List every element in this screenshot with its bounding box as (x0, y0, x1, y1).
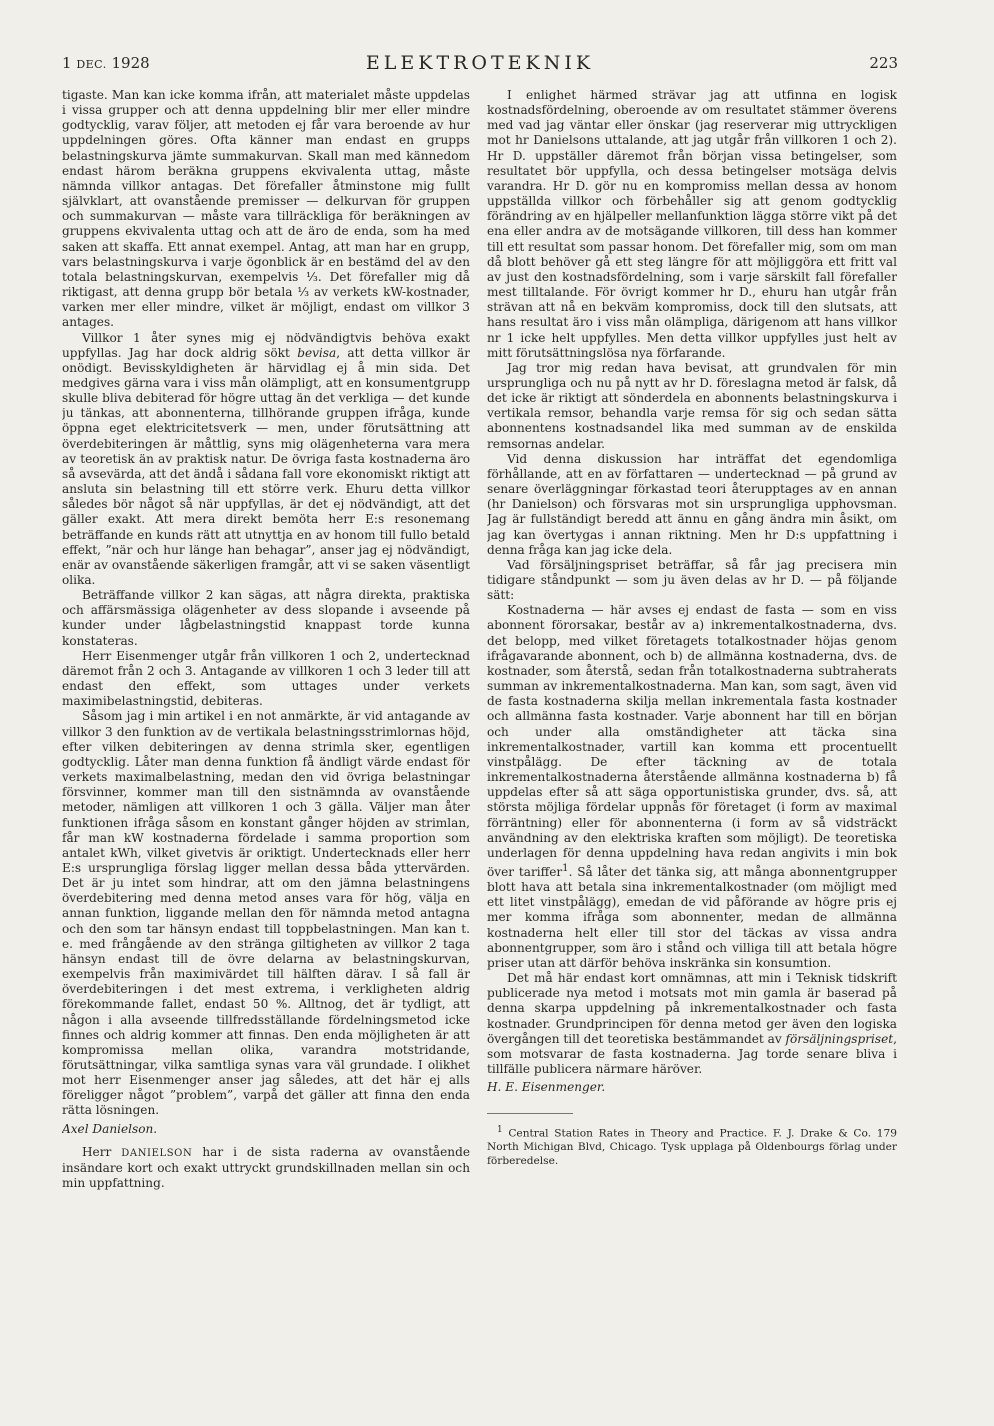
journal-title: ELEKTROTEKNIK (365, 52, 595, 74)
paragraph: I enlighet härmed strävar jag att utfinna en logisk kostnadsfördelning, oberoende av om resultatet stämmer överens med vad jag väntar eller önskar (jag reserverar mig uttryckligen mot hr Danielsons uttalande, att jag utgår från villkoren 1 och 2). Hr D. uppställer däremot från början vissa betingelser, som resultatet bör uppfylla, och dessa betingelser motsäga delvis varandra. Hr D. gör nu en kompromiss mellan dessa av honom uppställda villkor och förbehåller sig att genom godtycklig förändring av en hjälpeller mellanfunktion lägga större vikt på det ena eller andra av de motsägande villkoren, till dess han kommer till ett resultat som passar honom. Det förefaller mig, som om man då blott behöver gå ett steg längre för att möjliggöra ett fritt val av just den kostnadsfördelning, som i varje särskilt fall förefaller mest tilltalande. För övrigt kommer hr D., ehuru han utgår från strävan att nå en bekväm kompromiss, dock till den slutsats, att hans resultat äro i viss mån olämpliga, därigenom att hans villkor nr 1 icke helt uppfylles. Men detta villkor uppfylles just helt av mitt förutsättningslösa nya förfarande. (487, 88, 897, 360)
paragraph: Herr Eisenmenger utgår från villkoren 1 och 2, undertecknad däremot från 2 och 3. Antagande av villkoren 1 och 3 leder till att endast den effekt, som uttages under verkets maximibelastningstid, debiteras. (62, 648, 470, 709)
footnote-divider (487, 1113, 573, 1114)
paragraph: Vid denna diskussion har inträffat det egendomliga förhållande, att en av författaren — undertecknad — på grund av senare överläggningar förkastad teori återupptages av en annan (hr Danielson) och försvaras mot sin ursprungliga upphovsman. Jag är fullständigt beredd att ännu en gång ändra min åsikt, om jag kan övertygas i annan riktning. Men hr D:s uppfattning i denna fråga kan jag icke dela. (487, 451, 897, 557)
signature: Axel Danielson. (62, 1121, 158, 1136)
emphasis: bevisa (297, 345, 337, 360)
paragraph: tigaste. Man kan icke komma ifrån, att materialet måste uppdelas i vissa grupper och att denna uppdelning blir mer eller mindre godtycklig, varav följer, att metoden ej får vara beroende av hur uppdelningen göres. Ofta känner man endast en grupps belastningskurva jämte summakurvan. Skall man med kännedom endast härom beräkna gruppens ekvivalenta uttag, måste nämnda villkor antagas. Det förefaller åtminstone mig fullt självklart, att ovanstående premisser — delkurvan för gruppen och summakurvan — måste vara tillräckliga för beräkningen av gruppens ekvivalenta uttag och att de äro de enda, som ha med saken att skaffa. Ett annat exempel. Antag, att man har en grupp, vars belastningskurva i varje ögonblick är en bestämd del av den totala belastningskurvan, exempelvis ⅓. Det förefaller mig då riktigast, att denna grupp bör betala ⅓ av verkets kW-kostnader, varken mer eller mindre, vilket är möjligt, endast om villkor 3 antages. (62, 88, 470, 330)
left-column (62, 88, 470, 1338)
paragraph: Villkor 1 åter synes mig ej nödvändigtvis behöva exakt uppfyllas. Jag har dock aldrig sökt bevisa, att detta villkor är onödigt. Bevisskyldigheten är härvidlag ej å min sida. Det medgives gärna vara i viss mån olämpligt, att en konsumentgrupp skulle bliva debiterad för högre uttag än det verkliga — det kunde ju tänkas, att abonnenterna, tillhörande gruppen ifråga, kunde öppna eget elektricitetsverk — men, under förutsättning att överdebiteringen är måttlig, syns mig olägenheterna vara mera av teoretisk än av praktisk natur. De övriga fasta kostnaderna äro så avsevärda, att det ändå i sådana fall vore ekonomiskt riktigt att ansluta sin belastning till ett större verk. Ehuru detta villkor således bör något så när uppfyllas, är det ej nödvändigt, att det gäller exakt. Att mera direkt bemöta herr E:s resonemang beträffande en kunds rätt att utnyttja en av honom till fullo betald effekt, ”när och hur länge han behagar”, anser jag ej nödvändigt, enär av ovanstående säkerligen framgår, att vi se saken väsentligt olika. (62, 330, 470, 587)
paragraph: Det må här endast kort omnämnas, att min i Teknisk tidskrift publicerade nya metod i motsats mot min gamla är baserad på denna skarpa uppdelning på inkrementalkostnader och fasta kostnader. Grundprincipen för denna metod ger även den logiska övergången till det teoretiska bestämmandet av försäljningspriset, som motsvarar de fasta kostnaderna. Jag torde senare bliva i tillfälle publicera närmare häröver. (487, 971, 897, 1077)
date-month: DEC. (76, 58, 107, 71)
running-header (62, 52, 898, 78)
date-day: 1 (62, 54, 72, 72)
right-column (487, 88, 897, 1333)
signature: H. E. Eisenmenger. (487, 1080, 606, 1095)
paragraph: Vad försäljningspriset beträffar, så får jag precisera min tidigare ståndpunkt — som ju även delas av hr D. — på följande sätt: (487, 557, 897, 603)
footnote-ref: 1 (562, 862, 569, 874)
paragraph: Jag tror mig redan hava bevisat, att grundvalen för min ursprungliga och nu på nytt av hr D. föreslagna metod är falsk, då det icke är riktigt att sönderdela en abonnents belastningskurva i vertikala remsor, behandla varje remsa för sig och sedan sätta abonnentens kostnadsandel lika med summan av de enskilda remsornas andelar. (487, 360, 897, 451)
paragraph: Kostnaderna — här avses ej endast de fasta — som en viss abonnent förorsakar, består av a) inkrementalkostnaderna, dvs. det belopp, med vilket företagets totalkostnader höjas genom ifrågavarande abonnent, och b) de allmänna kostnaderna, dvs. de kostnader, som återstå, sedan från totalkostnaderna subtraherats summan av inkrementalkostnaderna. Man kan, som sagt, även vid de fasta kostnaderna skilja mellan inkrementala fasta kostnader och allmänna fasta kostnader. Varje abonnent har till en början och under alla omständigheter att täcka sina inkrementalkostnader, vartill kan komma ett procentuellt vinstpålägg. De efter täckning av de totala inkrementalkostnaderna återstående allmänna kostnaderna b) få uppdelas efter så att säga opportunistiska grunder, dvs. så, att största möjliga fördelar uppnås för företaget (i form av maximal förräntning) eller för abonnenterna (i form av så vidsträckt användning av den elektriska kraften som möjligt). De teoretiska underlagen för denna uppdelning hava redan angivits i min bok över tariffer$^1$. Så låter det tänka sig, att många abonnentgrupper blott hava att betala sina inkrementalkostnader (om möjligt med ett litet vinstpålägg), emedan de vid påförande av högre pris ej mer komma ifråga som abonnenter, medan de allmänna kostnaderna helt eller till stor del täckas av vissa andra abonnentgrupper, som äro i stånd och villiga till att betala högre priser utan att därför behöva inskränka sin konsumtion. (487, 603, 897, 970)
paragraph: Beträffande villkor 2 kan sägas, att några direkta, praktiska och affärsmässiga olägenheter av dess slopande i avseende på kunder under lågbelastningstid knappast torde kunna konstateras. (62, 588, 470, 648)
author-name: DANIELSON (121, 1147, 193, 1159)
paragraph: Herr DANIELSON har i de sista raderna av ovanstående insändare kort och exakt uttryckt grundskillnaden mellan sin och min uppfattning. (62, 1144, 470, 1191)
footnote: $^1$ Central Station Rates in Theory and Practice. F. J. Drake & Co. 179 North Michigan Blvd, Chicago. Tysk upplaga på Oldenbourgs förlag under förberedelse. (487, 1125, 897, 1168)
page-number: 223 (869, 54, 898, 72)
paragraph: Såsom jag i min artikel i en not anmärkte, är vid antagande av villkor 3 den funktion av de vertikala belastningsstrimlornas höjd, efter vilken debiteringen av denna strimla sker, egentligen godtycklig. Låter man denna funktion få ändligt värde endast för verkets maximalbelastning, medan den vid övriga belastningar försvinner, kommer man till den sistnämnda av ovanstående metoder, nämligen att villkoren 1 och 3 gälla. Väljer man åter funktionen ifråga såsom en konstant gånger höjden av strimlan, får man kW kostnaderna fördelade i samma proportion som antalet kWh, vilket givetvis är oriktigt. Undertecknads eller herr E:s ursprungliga förslag ligger mellan dessa båda yttervärden. Det är ju intet som hindrar, att om den jämna belastningens överdebitering med denna metod anses vara för hög, välja en annan funktion, liggande mellan den för nämnda metod antagna och den som tar hänsyn endast till toppbelastningen. Man kan t. e. med frångående av den stränga giltigheten av villkor 2 taga hänsyn endast till de övre delarna av belastningskurvan, exempelvis från maximivärdet till hälften därav. I så fall är överdebiteringen i det mest extrema, i verkligheten aldrig förekommande fallet, endast 50 %. Alltnog, det är tydligt, att någon i alla avseende tillfredsställande fördelningsmetod icke finnes och aldrig kommer att finnas. Den enda möjligheten är att kompromissa mellan olika, varandra motstridande, förutsättningar, vilka samtliga synas vara väl grundade. I olikhet mot herr Eisenmenger anser jag således, att det här ej alls föreligger något ”problem”, varpå det gäller att finna den enda rätta lösningen. (62, 709, 470, 1118)
emphasis: försäljningspriset (785, 1031, 894, 1046)
date-year: 1928 (111, 54, 150, 72)
